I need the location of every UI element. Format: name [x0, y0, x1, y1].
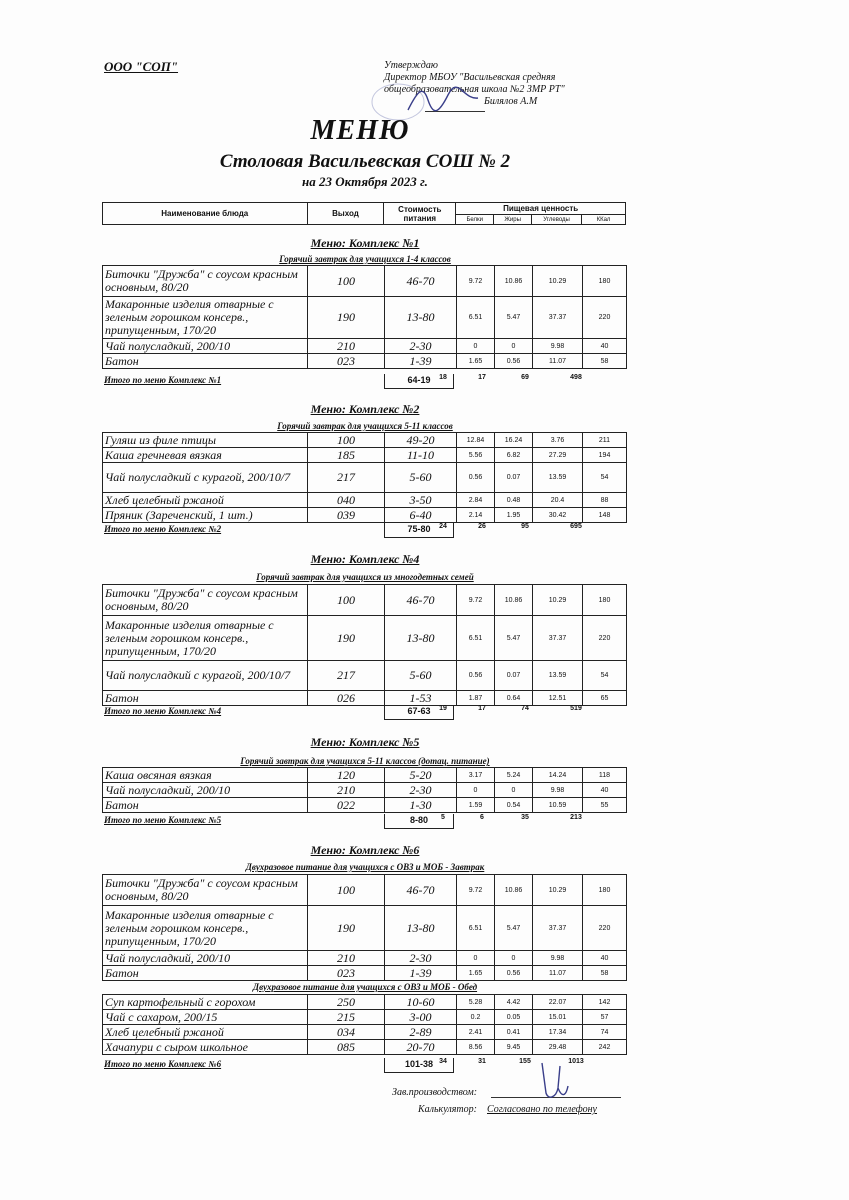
dish-kcal: 142 [583, 995, 627, 1010]
menu-date: на 23 Октября 2023 г. [302, 174, 428, 189]
dish-cost: 1-39 [385, 966, 457, 981]
total-nutrition: 498 [570, 374, 582, 381]
dish-name: Макаронные изделия отварные с зеленым горошком консерв., припущенным, 170/20 [103, 297, 308, 339]
dish-name: Биточки "Дружба" с соусом красным основным, 80/20 [103, 266, 308, 297]
total-nutrition: 26 [478, 523, 486, 530]
dish-kcal: 74 [583, 1025, 627, 1040]
dish-protein: 0.56 [457, 661, 495, 691]
dish-carbs: 14.24 [533, 768, 583, 783]
dish-yield: 100 [308, 433, 385, 448]
dish-kcal: 65 [583, 691, 627, 706]
dish-yield: 100 [308, 875, 385, 906]
dish-name: Хлеб целебный ржаной [103, 1025, 308, 1040]
col-cost: Стоимость питания [384, 203, 456, 225]
section-subtitle: Горячий завтрак для учащихся 5-11 классов [277, 421, 453, 431]
dish-fat: 5.47 [495, 616, 533, 661]
dish-yield: 250 [308, 995, 385, 1010]
dish-cost: 2-89 [385, 1025, 457, 1040]
dish-protein: 9.72 [457, 585, 495, 616]
dish-yield: 210 [308, 339, 385, 354]
dish-carbs: 10.29 [533, 585, 583, 616]
dish-yield: 034 [308, 1025, 385, 1040]
col-carbs: Углеводы [532, 215, 582, 225]
dish-yield: 085 [308, 1040, 385, 1055]
dish-row [103, 493, 627, 508]
dish-fat: 6.82 [495, 448, 533, 463]
dish-kcal: 148 [583, 508, 627, 523]
dish-kcal: 220 [583, 297, 627, 339]
dish-row [103, 906, 627, 951]
dish-kcal: 40 [583, 951, 627, 966]
dish-yield: 040 [308, 493, 385, 508]
dish-row [103, 433, 627, 448]
dish-protein: 1.65 [457, 966, 495, 981]
dish-kcal: 40 [583, 339, 627, 354]
dish-fat: 0.56 [495, 966, 533, 981]
dish-protein: 3.17 [457, 768, 495, 783]
dish-fat: 1.95 [495, 508, 533, 523]
dish-cost: 46-70 [385, 585, 457, 616]
dish-carbs: 29.48 [533, 1040, 583, 1055]
dish-cost: 5-60 [385, 463, 457, 493]
total-cost: 67-63 [384, 705, 454, 720]
dish-protein: 0 [457, 951, 495, 966]
dish-kcal: 194 [583, 448, 627, 463]
section-subtitle: Горячий завтрак для учащихся 5-11 классов (дотац. питание) [240, 756, 490, 766]
dish-fat: 0.48 [495, 493, 533, 508]
dish-fat: 10.86 [495, 585, 533, 616]
dish-yield: 120 [308, 768, 385, 783]
dish-row [103, 585, 627, 616]
organization-name: ООО "СОП" [104, 59, 179, 74]
dish-cost: 46-70 [385, 266, 457, 297]
dish-fat: 0.56 [495, 354, 533, 369]
dish-name: Чай полусладкий, 200/10 [103, 339, 308, 354]
dish-yield: 185 [308, 448, 385, 463]
dish-row [103, 508, 627, 523]
total-nutrition: 19 [439, 705, 447, 712]
dish-carbs: 37.37 [533, 906, 583, 951]
dish-cost: 3-50 [385, 493, 457, 508]
dish-fat: 0.64 [495, 691, 533, 706]
section-subtitle: Двухразовое питание для учащихся с ОВЗ и МОБ - Завтрак [245, 862, 485, 872]
dish-kcal: 40 [583, 783, 627, 798]
col-nutrition: Пищевая ценность [456, 203, 626, 215]
total-nutrition: 519 [570, 705, 582, 712]
dish-carbs: 37.37 [533, 297, 583, 339]
dish-name: Макаронные изделия отварные с зеленым горошком консерв., припущенным, 170/20 [103, 906, 308, 951]
column-header-table [102, 202, 626, 225]
section-title: Меню: Комплекс №5 [310, 735, 420, 749]
dish-row [103, 995, 627, 1010]
dish-row [103, 1010, 627, 1025]
col-protein: Белки [456, 215, 494, 225]
page-title: МЕНЮ [310, 115, 410, 146]
dish-fat: 5.47 [495, 906, 533, 951]
dish-carbs: 37.37 [533, 616, 583, 661]
dish-fat: 0.41 [495, 1025, 533, 1040]
dish-row [103, 966, 627, 981]
dish-yield: 217 [308, 463, 385, 493]
dish-protein: 8.56 [457, 1040, 495, 1055]
menu-table [102, 432, 627, 523]
dish-fat: 0.05 [495, 1010, 533, 1025]
section-subtitle: Горячий завтрак для учащихся из многодетных семей [256, 572, 474, 582]
approver-name: Билялов А.М [484, 96, 538, 107]
dish-carbs: 9.98 [533, 783, 583, 798]
dish-carbs: 13.59 [533, 463, 583, 493]
production-signature [532, 1058, 572, 1103]
dish-carbs: 13.59 [533, 661, 583, 691]
production-label: Зав.производством: [392, 1087, 478, 1098]
dish-protein: 5.56 [457, 448, 495, 463]
dish-name: Чай полусладкий с курагой, 200/10/7 [103, 661, 308, 691]
total-label: Итого по меню Комплекс №5 [104, 815, 222, 825]
dish-name: Биточки "Дружба" с соусом красным основным, 80/20 [103, 585, 308, 616]
col-kcal: ККал [582, 215, 626, 225]
dish-yield: 190 [308, 616, 385, 661]
dish-fat: 0.54 [495, 798, 533, 813]
dish-name: Батон [103, 354, 308, 369]
dish-yield: 022 [308, 798, 385, 813]
dish-name: Батон [103, 798, 308, 813]
dish-fat: 10.86 [495, 875, 533, 906]
total-nutrition: 31 [478, 1058, 486, 1065]
dish-row [103, 463, 627, 493]
total-nutrition: 24 [439, 523, 447, 530]
dish-cost: 6-40 [385, 508, 457, 523]
dish-name: Батон [103, 966, 308, 981]
dish-yield: 023 [308, 966, 385, 981]
col-fat: Жиры [494, 215, 532, 225]
dish-protein: 5.28 [457, 995, 495, 1010]
section-title: Меню: Комплекс №1 [310, 236, 420, 250]
section-subtitle: Горячий завтрак для учащихся 1-4 классов [279, 254, 451, 264]
total-cost: 8-80 [384, 814, 454, 829]
dish-kcal: 180 [583, 875, 627, 906]
dish-kcal: 118 [583, 768, 627, 783]
dish-cost: 5-60 [385, 661, 457, 691]
dish-yield: 190 [308, 906, 385, 951]
menu-table [102, 265, 627, 369]
dish-name: Хачапури с сыром школьное [103, 1040, 308, 1055]
dish-yield: 217 [308, 661, 385, 691]
dish-yield: 210 [308, 783, 385, 798]
dish-cost: 1-30 [385, 798, 457, 813]
total-nutrition: 213 [570, 814, 582, 821]
dish-kcal: 58 [583, 966, 627, 981]
dish-row [103, 616, 627, 661]
dish-row [103, 1025, 627, 1040]
dish-fat: 5.24 [495, 768, 533, 783]
dish-kcal: 88 [583, 493, 627, 508]
dish-carbs: 11.07 [533, 966, 583, 981]
dish-kcal: 54 [583, 463, 627, 493]
dish-fat: 5.47 [495, 297, 533, 339]
dish-cost: 20-70 [385, 1040, 457, 1055]
total-nutrition: 155 [519, 1058, 531, 1065]
total-label: Итого по меню Комплекс №1 [104, 375, 222, 385]
total-label: Итого по меню Комплекс №2 [104, 524, 222, 534]
dish-fat: 0.07 [495, 463, 533, 493]
dish-carbs: 20.4 [533, 493, 583, 508]
dish-kcal: 242 [583, 1040, 627, 1055]
dish-carbs: 9.98 [533, 951, 583, 966]
dish-protein: 9.72 [457, 266, 495, 297]
dish-protein: 2.41 [457, 1025, 495, 1040]
dish-row [103, 768, 627, 783]
dish-fat: 0 [495, 339, 533, 354]
dish-fat: 0 [495, 783, 533, 798]
dish-cost: 2-30 [385, 951, 457, 966]
dish-fat: 9.45 [495, 1040, 533, 1055]
dish-protein: 2.84 [457, 493, 495, 508]
dish-name: Каша гречневая вязкая [103, 448, 308, 463]
dish-yield: 023 [308, 354, 385, 369]
dish-carbs: 10.29 [533, 266, 583, 297]
dish-cost: 2-30 [385, 339, 457, 354]
dish-kcal: 220 [583, 616, 627, 661]
total-nutrition: 69 [521, 374, 529, 381]
dish-name: Чай полусладкий, 200/10 [103, 783, 308, 798]
dish-protein: 2.14 [457, 508, 495, 523]
dish-yield: 026 [308, 691, 385, 706]
total-cost: 64-19 [384, 374, 454, 389]
section-title: Меню: Комплекс №4 [310, 552, 420, 566]
dish-yield: 215 [308, 1010, 385, 1025]
menu-table [102, 994, 627, 1055]
dish-yield: 039 [308, 508, 385, 523]
dish-kcal: 211 [583, 433, 627, 448]
total-nutrition: 74 [521, 705, 529, 712]
dish-row [103, 354, 627, 369]
dish-row [103, 1040, 627, 1055]
dish-kcal: 180 [583, 585, 627, 616]
dish-row [103, 798, 627, 813]
total-nutrition: 6 [480, 814, 484, 821]
dish-name: Гуляш из филе птицы [103, 433, 308, 448]
dish-name: Макаронные изделия отварные с зеленым горошком консерв., припущенным, 170/20 [103, 616, 308, 661]
section-title: Меню: Комплекс №6 [310, 843, 420, 857]
dish-row [103, 266, 627, 297]
dish-yield: 100 [308, 266, 385, 297]
approval-line: общеобразовательная школа №2 ЗМР РТ" [384, 84, 565, 95]
dish-name: Чай с сахаром, 200/15 [103, 1010, 308, 1025]
total-nutrition: 17 [478, 705, 486, 712]
dish-cost: 11-10 [385, 448, 457, 463]
dish-kcal: 54 [583, 661, 627, 691]
dish-fat: 16.24 [495, 433, 533, 448]
dish-carbs: 10.29 [533, 875, 583, 906]
dish-row [103, 297, 627, 339]
dish-fat: 0.07 [495, 661, 533, 691]
dish-fat: 4.42 [495, 995, 533, 1010]
approval-line: Утверждаю [384, 60, 438, 71]
total-label: Итого по меню Комплекс №4 [104, 706, 222, 716]
total-cost: 75-80 [384, 523, 454, 538]
dish-cost: 10-60 [385, 995, 457, 1010]
calculator-label: Калькулятор: [418, 1104, 477, 1115]
calculator-value: Согласовано по телефону [487, 1104, 597, 1115]
dish-kcal: 220 [583, 906, 627, 951]
dish-protein: 0.56 [457, 463, 495, 493]
dish-carbs: 17.34 [533, 1025, 583, 1040]
total-nutrition: 5 [441, 814, 445, 821]
dish-row [103, 339, 627, 354]
col-yield: Выход [307, 203, 384, 225]
dish-carbs: 9.98 [533, 339, 583, 354]
dish-protein: 12.84 [457, 433, 495, 448]
dish-carbs: 3.76 [533, 433, 583, 448]
dish-protein: 9.72 [457, 875, 495, 906]
dish-carbs: 12.51 [533, 691, 583, 706]
dish-name: Батон [103, 691, 308, 706]
section-subtitle: Двухразовое питание для учащихся с ОВЗ и МОБ - Обед [252, 982, 478, 992]
dish-row [103, 951, 627, 966]
dish-name: Каша овсяная вязкая [103, 768, 308, 783]
section-title: Меню: Комплекс №2 [310, 402, 420, 416]
menu-table [102, 874, 627, 981]
approval-line: Директор МБОУ "Васильевская средняя [384, 72, 556, 83]
dish-fat: 0 [495, 951, 533, 966]
dish-carbs: 27.29 [533, 448, 583, 463]
dish-name: Пряник (Зареченский, 1 шт.) [103, 508, 308, 523]
total-label: Итого по меню Комплекс №6 [104, 1059, 222, 1069]
dish-row [103, 448, 627, 463]
dish-name: Суп картофельный с горохом [103, 995, 308, 1010]
total-nutrition: 34 [439, 1058, 447, 1065]
page-subtitle: Столовая Васильевская СОШ № 2 [219, 151, 511, 172]
dish-cost: 1-53 [385, 691, 457, 706]
dish-yield: 210 [308, 951, 385, 966]
dish-protein: 6.51 [457, 616, 495, 661]
dish-yield: 190 [308, 297, 385, 339]
total-nutrition: 18 [439, 374, 447, 381]
dish-cost: 13-80 [385, 906, 457, 951]
dish-kcal: 57 [583, 1010, 627, 1025]
dish-name: Чай полусладкий, 200/10 [103, 951, 308, 966]
dish-protein: 1.87 [457, 691, 495, 706]
total-cost: 101-38 [384, 1058, 454, 1073]
dish-protein: 0 [457, 783, 495, 798]
dish-name: Чай полусладкий с курагой, 200/10/7 [103, 463, 308, 493]
dish-row [103, 875, 627, 906]
dish-kcal: 180 [583, 266, 627, 297]
dish-row [103, 691, 627, 706]
dish-protein: 0 [457, 339, 495, 354]
dish-row [103, 661, 627, 691]
total-nutrition: 35 [521, 814, 529, 821]
total-nutrition: 95 [521, 523, 529, 530]
menu-table [102, 584, 627, 706]
dish-carbs: 30.42 [533, 508, 583, 523]
dish-carbs: 22.07 [533, 995, 583, 1010]
dish-carbs: 15.01 [533, 1010, 583, 1025]
dish-protein: 0.2 [457, 1010, 495, 1025]
total-nutrition: 17 [478, 374, 486, 381]
dish-cost: 13-80 [385, 616, 457, 661]
dish-carbs: 11.07 [533, 354, 583, 369]
menu-table [102, 767, 627, 813]
dish-name: Хлеб целебный ржаной [103, 493, 308, 508]
dish-yield: 100 [308, 585, 385, 616]
col-name: Наименование блюда [103, 203, 308, 225]
dish-cost: 13-80 [385, 297, 457, 339]
dish-cost: 1-39 [385, 354, 457, 369]
dish-protein: 1.59 [457, 798, 495, 813]
dish-row [103, 783, 627, 798]
dish-name: Биточки "Дружба" с соусом красным основным, 80/20 [103, 875, 308, 906]
dish-cost: 2-30 [385, 783, 457, 798]
dish-kcal: 58 [583, 354, 627, 369]
dish-protein: 6.51 [457, 906, 495, 951]
dish-cost: 46-70 [385, 875, 457, 906]
total-nutrition: 695 [570, 523, 582, 530]
dish-cost: 5-20 [385, 768, 457, 783]
total-nutrition: 1013 [568, 1058, 584, 1065]
dish-cost: 49-20 [385, 433, 457, 448]
dish-cost: 3-00 [385, 1010, 457, 1025]
dish-fat: 10.86 [495, 266, 533, 297]
dish-carbs: 10.59 [533, 798, 583, 813]
dish-protein: 6.51 [457, 297, 495, 339]
dish-kcal: 55 [583, 798, 627, 813]
dish-protein: 1.65 [457, 354, 495, 369]
